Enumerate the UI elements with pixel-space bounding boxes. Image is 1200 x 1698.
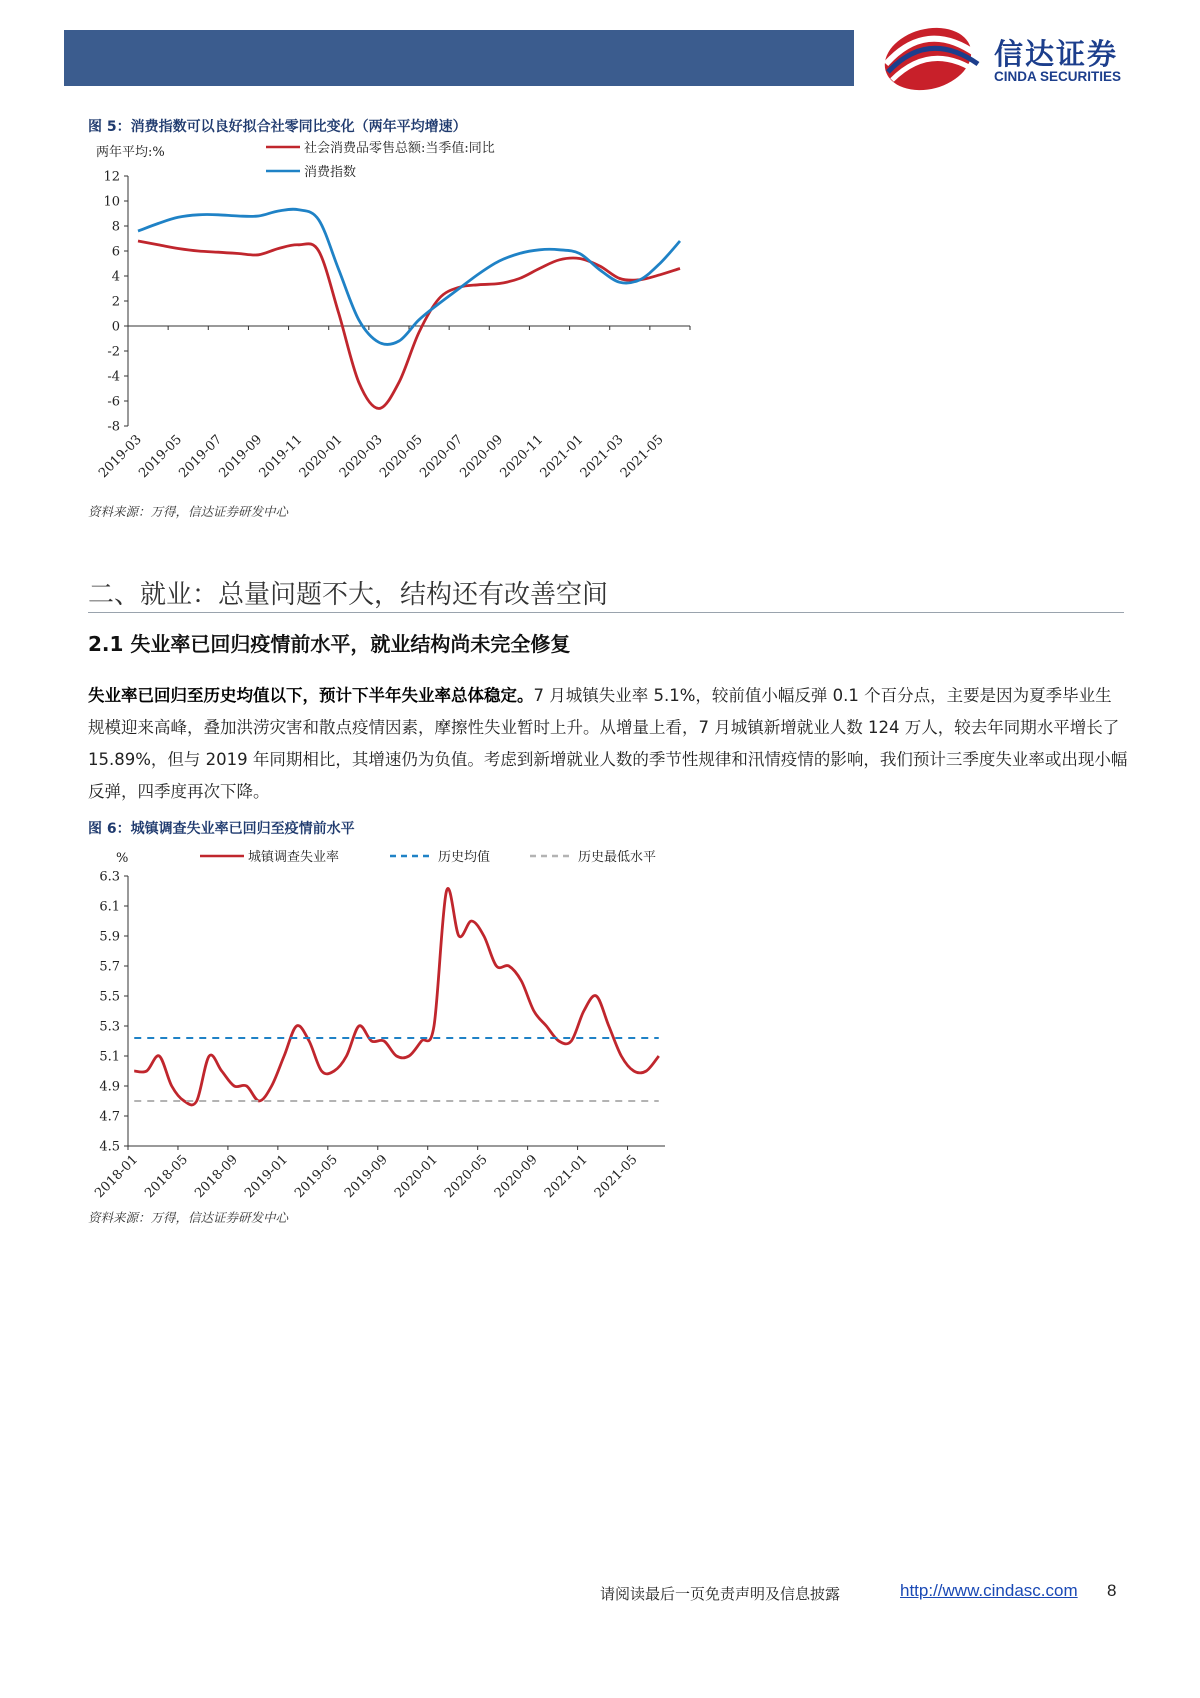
subsection-heading: 2.1 失业率已回归疫情前水平，就业结构尚未完全修复 <box>88 632 571 656</box>
body-paragraph <box>88 680 1128 808</box>
section-heading: 二、就业：总量问题不大，结构还有改善空间 <box>88 580 609 610</box>
y-tick-label: 4 <box>111 269 120 285</box>
series-line-2 <box>138 209 680 344</box>
x-tick-label: 2020-05 <box>441 1152 491 1202</box>
x-tick-label: 2018-09 <box>192 1152 241 1202</box>
y-tick-label: 4.9 <box>99 1079 120 1095</box>
y-tick-label: 12 <box>103 169 120 185</box>
figure6-chart <box>80 836 720 1216</box>
x-tick-label: 2019-03 <box>96 432 145 482</box>
y-tick-label: 4.7 <box>99 1109 120 1125</box>
x-tick-label: 2020-05 <box>377 432 426 482</box>
x-tick-label: 2019-01 <box>242 1152 291 1202</box>
figure5-chart <box>80 136 720 506</box>
y-tick-label: 5.3 <box>99 1019 120 1035</box>
x-tick-label: 2021-05 <box>591 1152 641 1202</box>
x-tick-label: 2021-03 <box>577 432 627 482</box>
y-tick-label: 5.7 <box>99 959 120 975</box>
footer-disclaimer: 请阅读最后一页免责声明及信息披露 <box>600 1585 841 1603</box>
x-tick-label: 2020-09 <box>457 432 507 482</box>
legend-label: 历史最低水平 <box>578 850 657 865</box>
y-tick-label: 6.3 <box>99 869 120 885</box>
logo-chinese-name: 信达证券 <box>994 37 1119 71</box>
company-logo <box>876 24 1176 94</box>
x-tick-label: 2020-01 <box>391 1152 441 1202</box>
x-tick-label: 2019-07 <box>176 432 226 482</box>
y-tick-label: -6 <box>107 394 120 410</box>
logo-emblem-icon <box>876 24 986 94</box>
x-tick-label: 2019-09 <box>342 1152 391 1202</box>
paragraph-body: 7 月城镇失业率 5.1%，较前值小幅反弹 0.1 个百分点，主要是因为夏季毕业生规模迎来高峰，叠加洪涝灾害和散点疫情因素，摩擦性失业暂时上升。从增量上看，7 月城镇新增就业人数 124 万人，较去年同期水平增长了 15.89%，但与 2019 年同期相比，其增速仍为负值。考虑到新增就业人数的季节性规律和汛情疫情的影响，我们预计三季度失业率或出现小幅反弹，四季度再次下降。 <box>88 686 1128 801</box>
x-tick-label: 2019-05 <box>292 1152 341 1202</box>
section-divider <box>88 612 1124 613</box>
x-tick-label: 2020-11 <box>497 432 547 482</box>
y-tick-label: -2 <box>107 344 120 360</box>
x-tick-label: 2021-01 <box>537 432 587 482</box>
x-tick-label: 2020-03 <box>336 432 386 482</box>
series-line-1 <box>138 241 680 409</box>
y-tick-label: 8 <box>111 219 120 235</box>
x-tick-label: 2021-01 <box>541 1152 591 1202</box>
y-tick-label: -4 <box>107 369 120 385</box>
y-tick-label: -8 <box>107 419 120 435</box>
y-tick-label: 6.1 <box>99 899 120 915</box>
legend-label: 消费指数 <box>304 165 357 180</box>
logo-english-name: CINDA SECURITIES <box>994 69 1122 84</box>
footer-website-link[interactable]: http://www.cindasc.com <box>900 1581 1078 1600</box>
figure6-source: 资料来源：万得，信达证券研发中心 <box>88 1210 289 1225</box>
legend-label: 历史均值 <box>438 850 491 865</box>
paragraph-lead: 失业率已回归至历史均值以下，预计下半年失业率总体稳定。 <box>88 686 534 705</box>
y-tick-label: 4.5 <box>99 1139 120 1155</box>
y-axis-label: 两年平均:% <box>96 145 165 160</box>
y-tick-label: 5.9 <box>99 929 120 945</box>
y-axis-label: % <box>116 851 129 866</box>
y-tick-label: 5.1 <box>99 1049 120 1065</box>
figure5-source: 资料来源：万得，信达证券研发中心 <box>88 504 289 519</box>
y-tick-label: 5.5 <box>99 989 120 1005</box>
x-tick-label: 2020-07 <box>417 432 467 482</box>
figure5-title: 图 5：消费指数可以良好拟合社零同比变化（两年平均增速） <box>88 119 467 135</box>
y-tick-label: 2 <box>111 294 120 310</box>
x-tick-label: 2018-05 <box>142 1152 192 1202</box>
legend-label: 城镇调查失业率 <box>248 850 340 865</box>
x-tick-label: 2020-09 <box>491 1152 541 1202</box>
x-tick-label: 2021-05 <box>617 432 667 482</box>
y-tick-label: 10 <box>103 194 120 210</box>
x-tick-label: 2019-11 <box>256 432 306 482</box>
legend-label: 社会消费品零售总额:当季值:同比 <box>304 141 495 156</box>
header-bar <box>64 30 854 86</box>
page-number: 8 <box>1107 1581 1117 1600</box>
x-tick-label: 2020-01 <box>296 432 346 482</box>
x-tick-label: 2018-01 <box>92 1152 142 1202</box>
x-tick-label: 2019-05 <box>136 432 186 482</box>
y-tick-label: 6 <box>111 244 120 260</box>
x-tick-label: 2019-09 <box>216 432 266 482</box>
series-line-1 <box>134 888 659 1105</box>
y-tick-label: 0 <box>111 319 120 335</box>
figure6-title: 图 6：城镇调查失业率已回归至疫情前水平 <box>88 821 355 837</box>
